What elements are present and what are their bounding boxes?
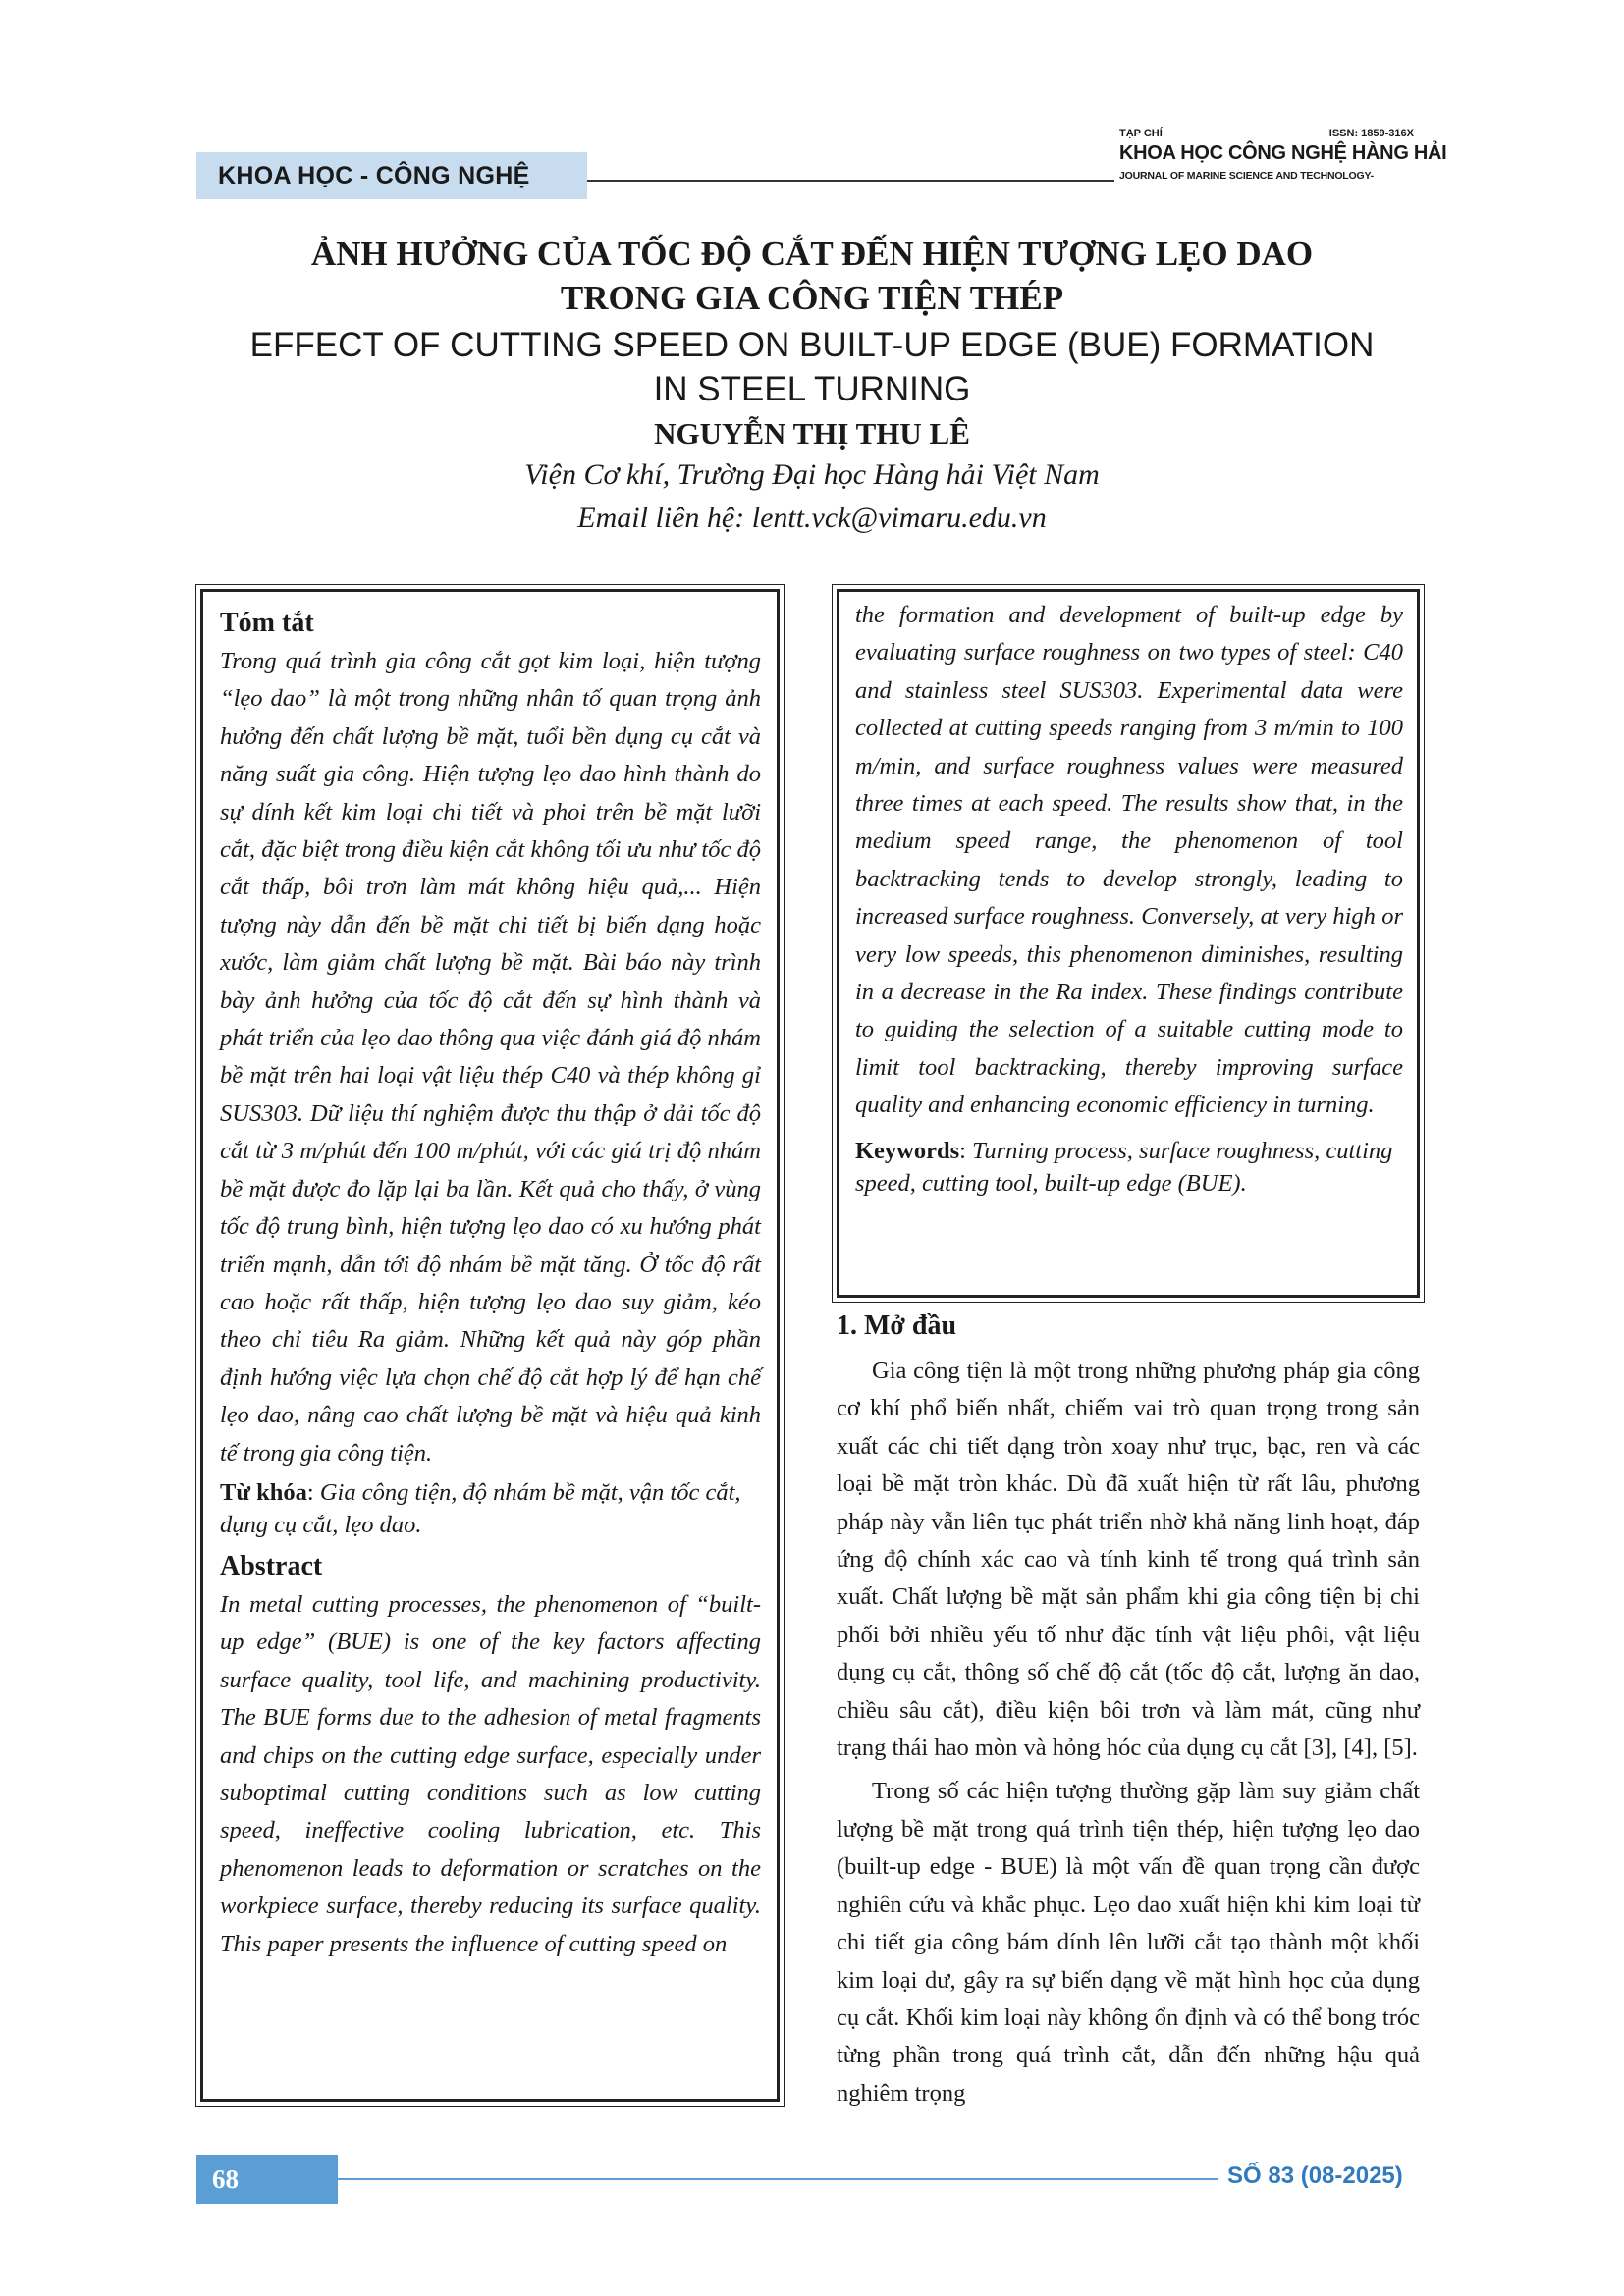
section-heading: 1. Mở đầu	[837, 1310, 957, 1341]
section-body	[837, 1353, 1420, 2112]
keywords-en: Keywords: Turning process, surface roughness, cutting speed, cutting tool, built-up edge (BUE).	[855, 1137, 1393, 1197]
body-paragraph-1: Gia công tiện là một trong những phương pháp gia công cơ khí phổ biến nhất, chiếm vai trò quan trọng trong sản xuất các chi tiết dạng tròn xoay như trục, bạc, ren và các loại bề mặt tròn khác. Dù đã xuất hiện từ rất lâu, phương pháp này vẫn liên tục phát triển nhờ khả năng linh hoạt, đáp ứng độ chính xác cao và tính kinh tế trong quá trình sản xuất. Chất lượng bề mặt sản phẩm khi gia công tiện bị chi phối bởi nhiều yếu tố như đặc tính vật liệu phôi, vật liệu dụng cụ cắt, thông số chế độ cắt (tốc độ cắt, lượng ăn dao, chiều sâu cắt), điều kiện bôi trơn và làm mát, cũng như trạng thái hao mòn và hỏng hóc của dụng cụ cắt [3], [4], [5].	[837, 1358, 1420, 1762]
title-en-line1: EFFECT OF CUTTING SPEED ON BUILT-UP EDGE (BUE) FORMATION	[249, 326, 1375, 364]
issue-number: SỐ 83 (08-2025)	[1227, 2163, 1403, 2189]
abstract-en-heading: Abstract	[220, 1550, 323, 1581]
journal-prefix: TẠP CHÍ	[1119, 128, 1163, 139]
issn: ISSN: 1859-316X	[1328, 128, 1414, 139]
page-number: 68	[196, 2155, 338, 2204]
section-tag: KHOA HỌC - CÔNG NGHỆ	[196, 152, 587, 199]
keywords-vn-text: Gia công tiện, độ nhám bề mặt, vận tốc cắt, dụng cụ cắt, lẹo dao.	[220, 1478, 741, 1538]
abstract-en-text-part1: In metal cutting processes, the phenomenon of “built-up edge” (BUE) is one of the key factors affecting surface quality, tool life, and machining productivity. The BUE forms due to the adhesion of metal fragments and chips on the cutting edge surface, especially under suboptimal cutting conditions such as low cutting speed, ineffective cooling lubrication, etc. This phenomenon leads to deformation or scratches on the workpiece surface, thereby reducing its surface quality. This paper presents the influence of cutting speed on	[220, 1590, 761, 1957]
title-vn-line2: TRONG GIA CÔNG TIỆN THÉP	[560, 279, 1064, 317]
keywords-vn-label: Từ khóa	[220, 1478, 307, 1506]
abstract-vn-heading: Tóm tắt	[220, 608, 314, 638]
journal-name-en: JOURNAL OF MARINE SCIENCE AND TECHNOLOGY-	[1119, 170, 1374, 182]
abstract-en-text-part2: the formation and development of built-up edge by evaluating surface roughness on two types of steel: C40 and stainless steel SUS303. Experimental data were collected at cutting speeds ranging from 3 m/min to 100 m/min, and surface roughness values were measured three times at each speed. The results show that, in the medium speed range, the phenomenon of tool backtracking tends to develop strongly, leading to increased surface roughness. Conversely, at very high or very low speeds, this phenomenon diminishes, resulting in a decrease in the Ra index. These findings contribute to guiding the selection of a suitable cutting mode to limit tool backtracking, thereby improving surface quality and enhancing economic efficiency in turning.	[855, 602, 1403, 1119]
keywords-en-label: Keywords	[855, 1137, 960, 1164]
abstract-box-left	[200, 589, 780, 2102]
keywords-en-text: Turning process, surface roughness, cutting speed, cutting tool, built-up edge (BUE).	[855, 1137, 1393, 1197]
affiliation: Viện Cơ khí, Trường Đại học Hàng hải Việt Nam	[524, 458, 1100, 491]
keywords-vn: Từ khóa: Gia công tiện, độ nhám bề mặt, vận tốc cắt, dụng cụ cắt, lẹo dao.	[220, 1478, 741, 1538]
title-en-line2: IN STEEL TURNING	[653, 370, 971, 408]
author-name: NGUYỄN THỊ THU LÊ	[654, 416, 970, 451]
title-vn-line1: ẢNH HƯỞNG CỦA TỐC ĐỘ CẮT ĐẾN HIỆN TƯỢNG LẸO DAO	[310, 235, 1314, 273]
header-rule	[587, 180, 1114, 182]
contact-email: Email liên hệ: lentt.vck@vimaru.edu.vn	[577, 502, 1047, 534]
abstract-vn-text: Trong quá trình gia công cắt gọt kim loại, hiện tượng “lẹo dao” là một trong những nhân tố quan trọng ảnh hưởng đến chất lượng bề mặt, tuổi bền dụng cụ cắt và năng suất gia công. Hiện tượng lẹo dao hình thành do sự dính kết kim loại chi tiết và phoi trên bề mặt lưỡi cắt, đặc biệt trong điều kiện cắt không tối ưu như tốc độ cắt thấp, bôi trơn làm mát không hiệu quả,... Hiện tượng này dẫn đến bề mặt chi tiết bị biến dạng hoặc xước, làm giảm chất lượng bề mặt. Bài báo này trình bày ảnh hưởng của tốc độ cắt đến sự hình thành và phát triển của lẹo dao thông qua việc đánh giá độ nhám bề mặt trên hai loại vật liệu thép C40 và thép không gỉ SUS303. Dữ liệu thí nghiệm được thu thập ở dải tốc độ cắt từ 3 m/phút đến 100 m/phút, với các giá trị độ nhám bề mặt được đo lặp lại ba lần. Kết quả cho thấy, ở vùng tốc độ trung bình, hiện tượng lẹo dao có xu hướng phát triển mạnh, dẫn tới độ nhám bề mặt tăng. Ở tốc độ rất cao hoặc rất thấp, hiện tượng lẹo dao suy giảm, kéo theo chỉ tiêu Ra giảm. Những kết quả này góp phần định hướng việc lựa chọn chế độ cắt hợp lý để hạn chế lẹo dao, nâng cao chất lượng bề mặt và hiệu quả kinh tế trong gia công tiện.	[220, 648, 761, 1467]
abstract-box-right	[837, 589, 1420, 1298]
footer-rule	[338, 2178, 1218, 2180]
body-paragraph-2: Trong số các hiện tượng thường gặp làm suy giảm chất lượng bề mặt trong quá trình tiện thép, hiện tượng lẹo dao (built-up edge - BUE) là một vấn đề quan trọng cần được nghiên cứu và khắc phục. Lẹo dao xuất hiện khi kim loại từ chi tiết gia công bám dính lên lưỡi cắt tạo thành một khối kim loại dư, gây ra sự biến dạng về mặt hình học của dụng cụ cắt. Khối kim loại này không ổn định và có thể bong tróc từng phần trong quá trình cắt, dẫn đến những hậu quả nghiêm trọng	[837, 1778, 1420, 2107]
journal-name: KHOA HỌC CÔNG NGHỆ HÀNG HẢI	[1119, 142, 1447, 164]
journal-masthead	[1119, 128, 1447, 182]
